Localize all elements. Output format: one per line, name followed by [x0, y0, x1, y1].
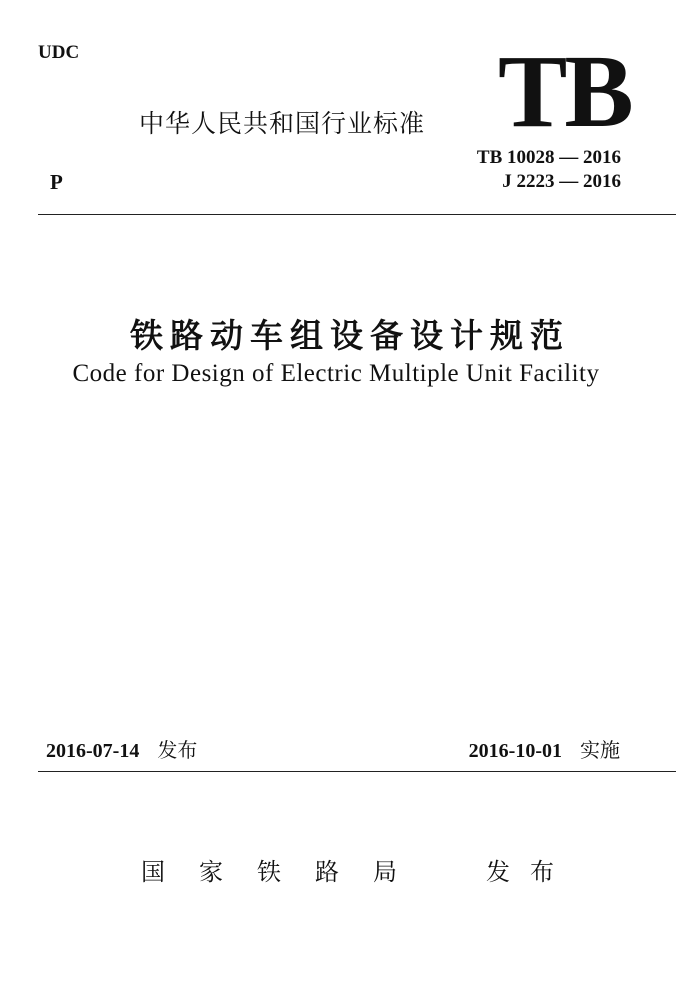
- top-divider: [38, 214, 676, 215]
- issuer-action-char: 发: [486, 858, 510, 886]
- issuer-name: [141, 852, 431, 887]
- issue-date-row: [46, 734, 197, 763]
- issuer-char: 局: [373, 858, 397, 886]
- bottom-divider: [38, 771, 676, 772]
- issuer-char: 铁: [257, 858, 281, 886]
- tb-logo: TB: [498, 34, 631, 149]
- standard-number: TB 10028 — 2016: [476, 147, 621, 168]
- issuer-action-char: 布: [530, 858, 554, 886]
- issuer-action: [486, 852, 574, 887]
- classification-code: P: [50, 170, 63, 194]
- issue-label: 发布: [157, 738, 198, 762]
- industry-standard-heading: 中华人民共和国行业标准: [139, 109, 426, 138]
- issue-date: 2016-07-14: [46, 740, 140, 762]
- issuer-char: 家: [199, 858, 223, 886]
- implementation-date: 2016-10-01: [468, 740, 562, 762]
- implementation-date-row: [469, 734, 620, 763]
- title-chinese: 铁路动车组设备设计规范: [130, 316, 570, 355]
- issuer-char: 国: [141, 858, 165, 886]
- standard-numbers: [477, 146, 621, 194]
- record-number: J 2223 — 2016: [502, 171, 621, 192]
- title-english: Code for Design of Electric Multiple Unit Facility: [72, 360, 600, 387]
- implementation-label: 实施: [580, 738, 620, 762]
- udc-label: UDC: [38, 42, 80, 63]
- issuer-char: 路: [315, 858, 339, 886]
